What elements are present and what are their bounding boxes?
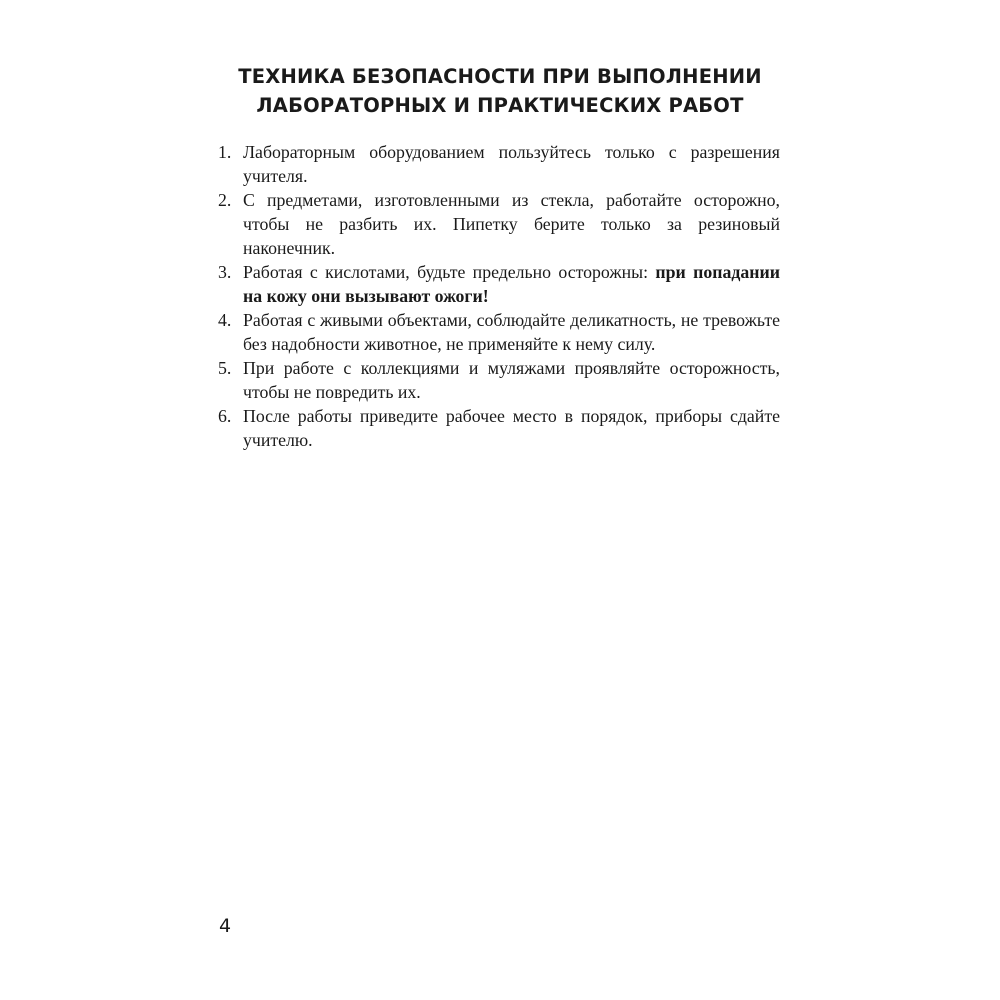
rule-text: При работе с коллекциями и муляжами проявляйте осторожность, чтобы не повредить их. [243, 358, 780, 402]
rule-item-1 [218, 140, 780, 188]
rule-text: После работы приведите рабочее место в порядок, приборы сдайте учителю. [243, 406, 780, 450]
page-title [220, 62, 780, 120]
rule-text: С предметами, изготовленными из стекла, работайте осторожно, чтобы не разбить их. Пипетку берите только за резиновый наконечник. [243, 190, 780, 258]
rule-number: 3. [218, 262, 232, 282]
title-line-2: ЛАБОРАТОРНЫХ И ПРАКТИЧЕСКИХ РАБОТ [256, 94, 744, 117]
rule-item-5 [218, 356, 780, 404]
rule-number: 1. [218, 142, 232, 162]
rule-text: Работая с живыми объектами, соблюдайте деликатность, не тревожьте без надобности животное, не применяйте к нему силу. [243, 310, 780, 354]
rule-number: 2. [218, 190, 232, 210]
rule-text: Лабораторным оборудованием пользуйтесь только с разрешения учителя. [243, 142, 780, 186]
safety-rules-list [218, 140, 780, 452]
page-number: 4 [219, 915, 232, 937]
rule-item-6 [218, 404, 780, 452]
title-line-1: ТЕХНИКА БЕЗОПАСНОСТИ ПРИ ВЫПОЛНЕНИИ [238, 65, 762, 88]
rule-text: Работая с кислотами, будьте предельно осторожны: [243, 262, 649, 282]
rule-number: 6. [218, 406, 232, 426]
rule-item-4 [218, 308, 780, 356]
rule-number: 4. [218, 310, 232, 330]
rule-item-2 [218, 188, 780, 260]
rule-number: 5. [218, 358, 232, 378]
rule-item-3 [218, 260, 780, 308]
rule-warning-text: при попадании на кожу они вызывают ожоги! [243, 262, 780, 306]
